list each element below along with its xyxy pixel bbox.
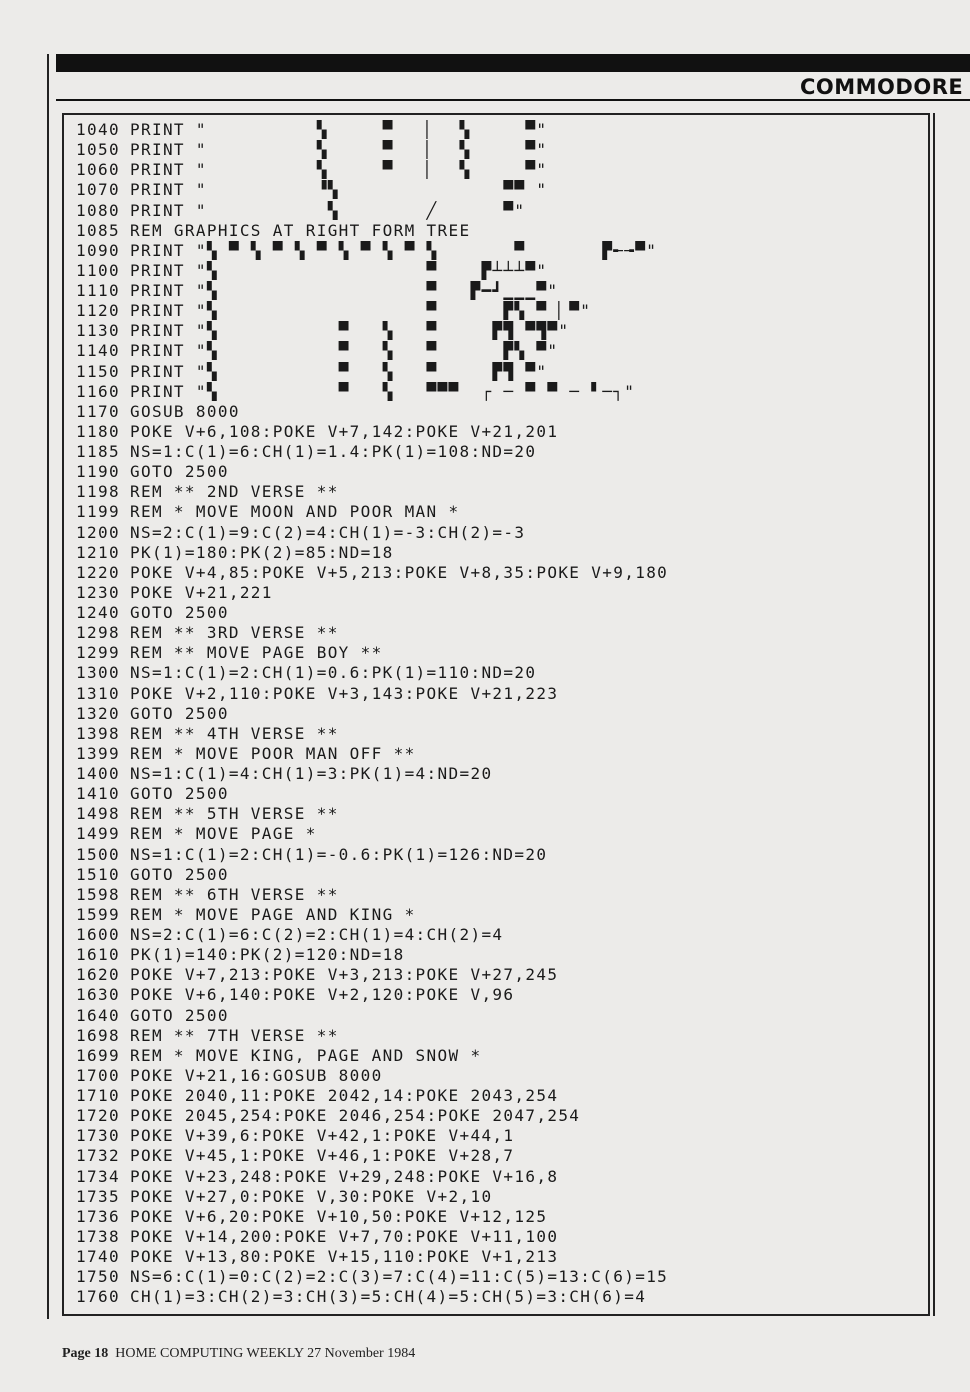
line-code: REM ** MOVE PAGE BOY ** — [130, 643, 383, 663]
listing-frame-edge — [933, 113, 935, 1316]
line-code: POKE V+13,80:POKE V+15,110:POKE V+1,213 — [130, 1247, 559, 1266]
line-number: 1090 — [76, 240, 120, 260]
line-code: POKE V+21,16:GOSUB 8000 — [130, 1065, 383, 1085]
line-code: GOTO 2500 — [130, 603, 229, 622]
line-number: 1170 — [76, 401, 120, 421]
code-line — [76, 201, 926, 221]
line-number: 1120 — [76, 301, 120, 321]
line-number: 1735 — [76, 1186, 120, 1206]
line-number: 1698 — [76, 1025, 120, 1045]
line-code: PRINT " ▚ ▀ ▏ ▚ ▀" — [130, 120, 548, 139]
code-line — [76, 603, 926, 623]
code-line — [76, 905, 926, 925]
line-number: 1510 — [76, 864, 120, 884]
line-code: POKE V+6,108:POKE V+7,142:POKE V+21,201 — [130, 421, 559, 441]
line-number: 1620 — [76, 965, 120, 985]
code-line — [76, 160, 926, 180]
code-line — [76, 1146, 926, 1166]
code-line — [76, 442, 926, 462]
code-line — [76, 120, 926, 140]
line-code: GOTO 2500 — [130, 462, 229, 482]
line-number: 1240 — [76, 603, 120, 622]
page-footer — [62, 1346, 415, 1362]
line-code: PK(1)=140:PK(2)=120:ND=18 — [130, 945, 405, 965]
line-code: PRINT "▚ ▀ ▚ ▀▀▀ ┌ ─ ▀ ▀ ─ ▘─┐" — [130, 381, 636, 401]
program-listing — [76, 120, 926, 1307]
code-line — [76, 180, 926, 200]
line-number: 1700 — [76, 1065, 120, 1085]
line-number: 1040 — [76, 120, 120, 139]
line-code: POKE V+4,85:POKE V+5,213:POKE V+8,35:POKE V+9,180 — [130, 562, 669, 582]
line-code: REM ** 7TH VERSE ** — [130, 1025, 339, 1045]
line-number: 1500 — [76, 844, 120, 864]
line-code: GOTO 2500 — [130, 864, 229, 884]
line-number: 1320 — [76, 703, 120, 723]
code-line — [76, 1046, 926, 1066]
code-line — [76, 482, 926, 502]
line-number: 1732 — [76, 1146, 120, 1166]
line-number: 1220 — [76, 562, 120, 582]
code-line — [76, 140, 926, 160]
line-code: NS=6:C(1)=0:C(2)=2:C(3)=7:C(4)=11:C(5)=13:C(6)=15 — [130, 1267, 669, 1287]
line-number: 1720 — [76, 1106, 120, 1126]
code-line — [76, 744, 926, 764]
line-code: POKE V+39,6:POKE V+42,1:POKE V+44,1 — [130, 1126, 515, 1146]
line-number: 1598 — [76, 884, 120, 904]
line-code: GOTO 2500 — [130, 703, 229, 723]
line-code: REM * MOVE KING, PAGE AND SNOW * — [130, 1045, 482, 1065]
line-number: 1738 — [76, 1226, 120, 1246]
code-line — [76, 563, 926, 583]
line-code: PRINT "▚ ▀ ▛▚ ▀ ▏▀" — [130, 301, 592, 321]
line-number: 1499 — [76, 824, 120, 844]
line-code: PRINT "▚ ▀ ▚ ▀ ▚ ▀ ▚ ▀ ▚ ▀ ▚ ▀ ▛╾╼▀" — [130, 240, 658, 260]
code-line — [76, 1006, 926, 1026]
line-number: 1180 — [76, 421, 120, 441]
line-number: 1150 — [76, 361, 120, 381]
line-code: PRINT "▚ ▀ ▚ ▀ ▛▜ ▀" — [130, 361, 548, 381]
line-number: 1640 — [76, 1005, 120, 1025]
line-code: PRINT "▚ ▀ ▛━┛▁▁▁▀" — [130, 281, 559, 300]
line-number: 1734 — [76, 1166, 120, 1186]
line-code: REM ** 5TH VERSE ** — [130, 804, 339, 824]
line-code: PRINT "▚ ▀ ▚ ▀ ▛▜ ▀▜▀" — [130, 321, 570, 341]
line-number: 1190 — [76, 462, 120, 482]
line-code: POKE V+7,213:POKE V+3,213:POKE V+27,245 — [130, 965, 559, 985]
code-line — [76, 321, 926, 341]
line-code: GOSUB 8000 — [130, 401, 240, 421]
code-line — [76, 925, 926, 945]
line-number: 1750 — [76, 1267, 120, 1287]
line-number: 1599 — [76, 904, 120, 924]
line-code: POKE V+2,110:POKE V+3,143:POKE V+21,223 — [130, 683, 559, 703]
line-number: 1740 — [76, 1247, 120, 1266]
line-code: PRINT " ▝▚ ▀▀ " — [130, 180, 548, 200]
line-number: 1399 — [76, 743, 120, 763]
code-line — [76, 845, 926, 865]
code-line — [76, 945, 926, 965]
code-line — [76, 865, 926, 885]
line-code: REM ** 4TH VERSE ** — [130, 723, 339, 743]
code-line — [76, 1227, 926, 1247]
code-line — [76, 764, 926, 784]
line-code: REM * MOVE PAGE * — [130, 824, 317, 844]
line-code: CH(1)=3:CH(2)=3:CH(3)=5:CH(4)=5:CH(5)=3:CH(6)=4 — [130, 1287, 647, 1307]
code-line — [76, 965, 926, 985]
line-number: 1100 — [76, 260, 120, 280]
line-code: NS=1:C(1)=2:CH(1)=-0.6:PK(1)=126:ND=20 — [130, 844, 548, 864]
code-line — [76, 784, 926, 804]
header-bar — [56, 54, 970, 72]
code-line — [76, 543, 926, 563]
line-code: NS=1:C(1)=6:CH(1)=1.4:PK(1)=108:ND=20 — [130, 442, 537, 461]
line-code: POKE V+45,1:POKE V+46,1:POKE V+28,7 — [130, 1146, 515, 1166]
line-code: PK(1)=180:PK(2)=85:ND=18 — [130, 542, 394, 562]
line-number: 1400 — [76, 764, 120, 783]
code-line — [76, 1207, 926, 1227]
code-line — [76, 684, 926, 704]
code-line — [76, 824, 926, 844]
line-number: 1699 — [76, 1045, 120, 1065]
line-number: 1298 — [76, 623, 120, 643]
code-line — [76, 261, 926, 281]
line-number: 1630 — [76, 985, 120, 1005]
line-code: REM ** 2ND VERSE ** — [130, 482, 339, 502]
code-line — [76, 1126, 926, 1146]
code-line — [76, 643, 926, 663]
line-code: REM * MOVE MOON AND POOR MAN * — [130, 502, 460, 522]
line-code: REM GRAPHICS AT RIGHT FORM TREE — [130, 220, 471, 240]
line-number: 1730 — [76, 1126, 120, 1146]
page-margin-line — [47, 54, 49, 1319]
code-line — [76, 985, 926, 1005]
header-rule — [56, 99, 970, 101]
line-number: 1080 — [76, 200, 120, 220]
line-code: NS=1:C(1)=2:CH(1)=0.6:PK(1)=110:ND=20 — [130, 663, 537, 683]
code-line — [76, 241, 926, 261]
code-line — [76, 1267, 926, 1287]
line-code: POKE V+21,221 — [130, 582, 273, 602]
line-number: 1199 — [76, 502, 120, 522]
code-line — [76, 402, 926, 422]
line-number: 1185 — [76, 442, 120, 461]
line-number: 1160 — [76, 381, 120, 401]
line-code: PRINT " ▚ ▀ ▏ ▚ ▀" — [130, 140, 548, 160]
code-line — [76, 1287, 926, 1307]
line-number: 1760 — [76, 1287, 120, 1307]
line-number: 1300 — [76, 663, 120, 683]
line-code: REM * MOVE POOR MAN OFF ** — [130, 743, 416, 763]
line-code: GOTO 2500 — [130, 1005, 229, 1025]
code-line — [76, 804, 926, 824]
line-number: 1110 — [76, 281, 120, 300]
code-line — [76, 382, 926, 402]
line-code: NS=2:C(1)=9:C(2)=4:CH(1)=-3:CH(2)=-3 — [130, 522, 526, 542]
section-label: COMMODORE — [800, 75, 964, 99]
line-number: 1085 — [76, 220, 120, 240]
line-number: 1498 — [76, 804, 120, 824]
line-code: POKE V+6,140:POKE V+2,120:POKE V,96 — [130, 985, 515, 1005]
code-line — [76, 1066, 926, 1086]
line-number: 1410 — [76, 784, 120, 804]
line-code: PRINT " ▚ ╱ ▀" — [130, 200, 526, 220]
code-line — [76, 1026, 926, 1046]
code-line — [76, 704, 926, 724]
page-number: Page 18 — [62, 1346, 109, 1361]
code-line — [76, 663, 926, 683]
line-code: POKE V+14,200:POKE V+7,70:POKE V+11,100 — [130, 1226, 559, 1246]
line-number: 1310 — [76, 683, 120, 703]
line-number: 1200 — [76, 522, 120, 542]
publication-line: HOME COMPUTING WEEKLY 27 November 1984 — [115, 1346, 416, 1361]
line-number: 1070 — [76, 180, 120, 200]
line-number: 1210 — [76, 542, 120, 562]
line-code: REM ** 3RD VERSE ** — [130, 623, 339, 643]
code-line — [76, 462, 926, 482]
line-number: 1230 — [76, 582, 120, 602]
line-number: 1710 — [76, 1086, 120, 1105]
line-code: PRINT "▚ ▀ ▛┴┴┴▀" — [130, 260, 548, 280]
code-line — [76, 623, 926, 643]
code-line — [76, 1106, 926, 1126]
line-number: 1736 — [76, 1206, 120, 1226]
line-number: 1600 — [76, 925, 120, 944]
line-code: POKE 2040,11:POKE 2042,14:POKE 2043,254 — [130, 1086, 559, 1105]
line-number: 1140 — [76, 341, 120, 361]
line-number: 1398 — [76, 723, 120, 743]
line-number: 1060 — [76, 160, 120, 180]
line-code: PRINT " ▚ ▀ ▏ ▚ ▀" — [130, 160, 548, 180]
line-number: 1130 — [76, 321, 120, 341]
code-line — [76, 502, 926, 522]
line-code: POKE V+6,20:POKE V+10,50:POKE V+12,125 — [130, 1206, 548, 1226]
code-line — [76, 583, 926, 603]
line-code: POKE V+23,248:POKE V+29,248:POKE V+16,8 — [130, 1166, 559, 1186]
line-code: PRINT "▚ ▀ ▚ ▀ ▛▚ ▀" — [130, 341, 559, 361]
line-code: POKE V+27,0:POKE V,30:POKE V+2,10 — [130, 1186, 493, 1206]
code-line — [76, 1086, 926, 1106]
code-line — [76, 1187, 926, 1207]
code-line — [76, 422, 926, 442]
code-line — [76, 281, 926, 301]
line-code: REM ** 6TH VERSE ** — [130, 884, 339, 904]
code-line — [76, 341, 926, 361]
line-code: REM * MOVE PAGE AND KING * — [130, 904, 416, 924]
code-line — [76, 221, 926, 241]
line-code: POKE 2045,254:POKE 2046,254:POKE 2047,254 — [130, 1106, 581, 1126]
code-line — [76, 885, 926, 905]
line-code: NS=1:C(1)=4:CH(1)=3:PK(1)=4:ND=20 — [130, 764, 493, 783]
code-line — [76, 523, 926, 543]
code-line — [76, 1167, 926, 1187]
line-code: NS=2:C(1)=6:C(2)=2:CH(1)=4:CH(2)=4 — [130, 925, 504, 944]
code-line — [76, 362, 926, 382]
line-number: 1198 — [76, 482, 120, 502]
code-line — [76, 1247, 926, 1267]
code-line — [76, 301, 926, 321]
line-number: 1050 — [76, 140, 120, 160]
line-code: GOTO 2500 — [130, 784, 229, 804]
line-number: 1299 — [76, 643, 120, 663]
line-number: 1610 — [76, 945, 120, 965]
code-line — [76, 724, 926, 744]
